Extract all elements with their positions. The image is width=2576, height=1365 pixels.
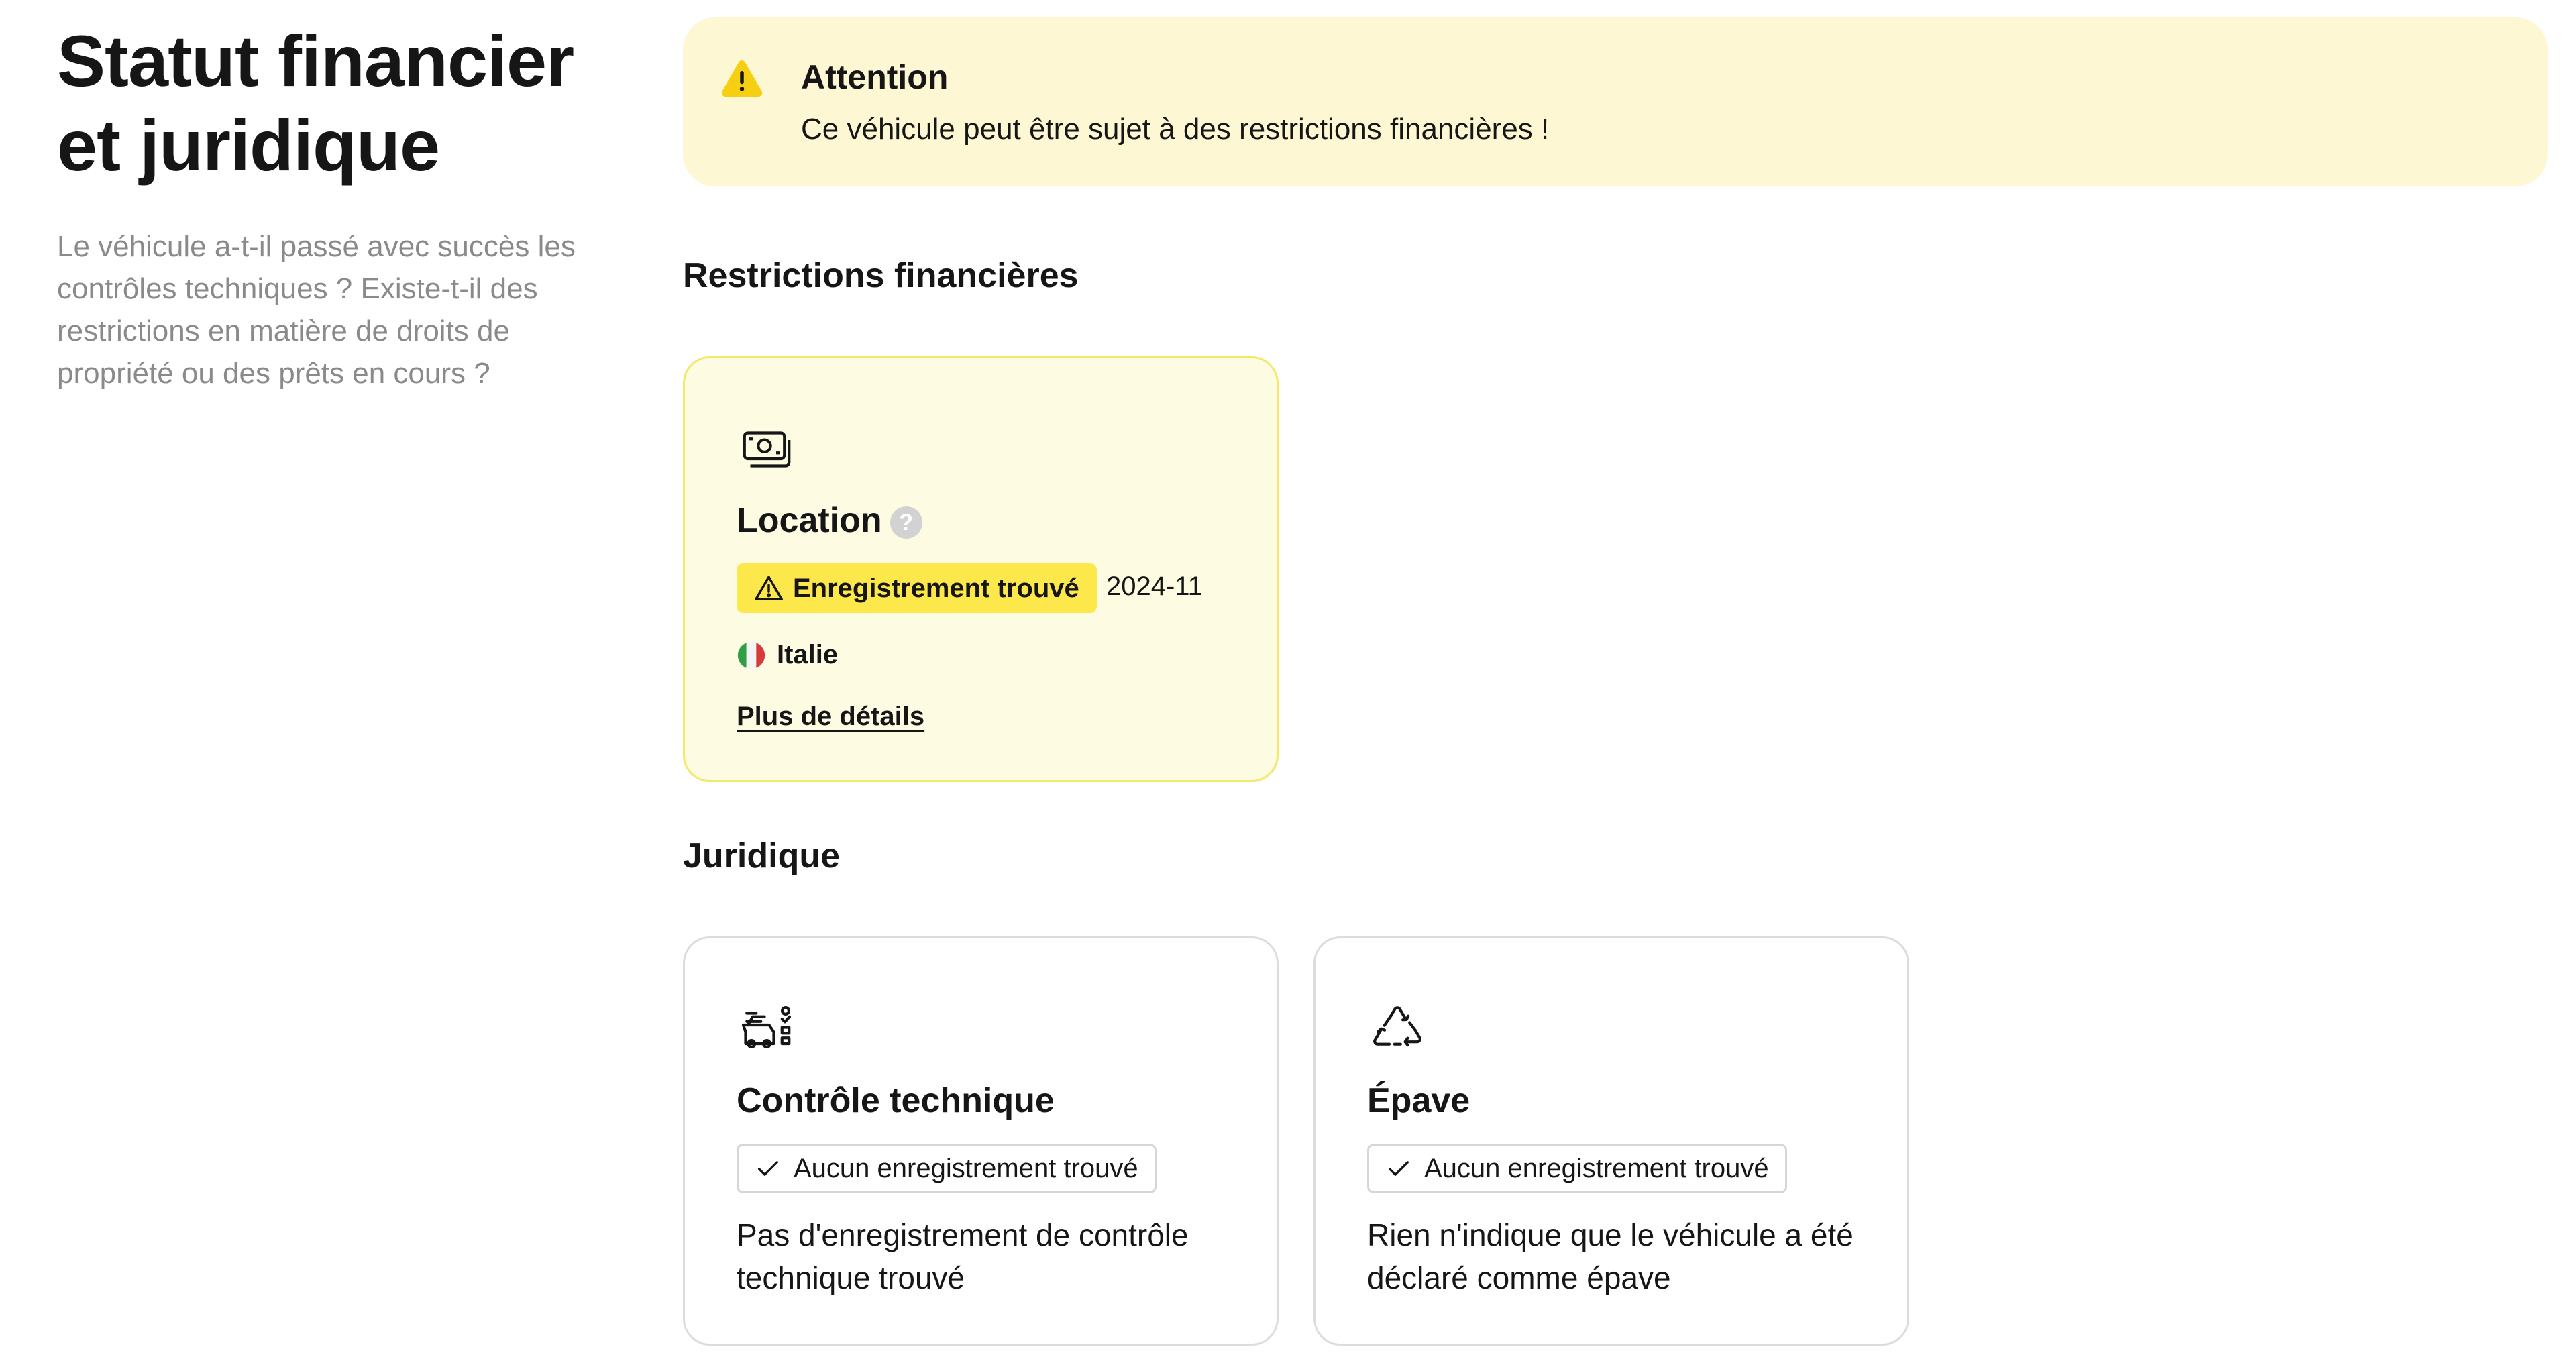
check-icon	[755, 1155, 782, 1182]
no-record-label: Aucun enregistrement trouvé	[1424, 1153, 1769, 1183]
record-date: 2024-11	[1106, 571, 1203, 601]
check-icon	[1385, 1155, 1412, 1182]
sidebar	[57, 19, 594, 394]
location-title-text: Location	[737, 501, 882, 540]
recycle-icon	[1369, 1001, 1426, 1058]
technical-inspection-description: Pas d'enregistrement de contrôle technique trouvé	[737, 1217, 1189, 1295]
no-record-badge	[737, 1144, 1157, 1193]
help-icon[interactable]: ?	[890, 506, 922, 539]
page-title-line1: Statut financier	[57, 20, 574, 101]
warning-outline-icon	[753, 573, 785, 604]
no-record-badge	[1367, 1144, 1787, 1193]
location-card	[683, 356, 1279, 782]
italy-flag-icon	[737, 641, 766, 670]
financial-section-title: Restrictions financières	[683, 256, 1079, 295]
page-title-line2: et juridique	[57, 105, 440, 186]
main-content	[683, 17, 2548, 1295]
legal-section-title: Juridique	[683, 836, 841, 875]
more-details-link[interactable]: Plus de détails	[737, 702, 925, 731]
warning-triangle-icon	[720, 56, 764, 101]
record-found-badge	[737, 563, 1097, 613]
technical-inspection-card	[683, 936, 1279, 1346]
technical-inspection-title: Contrôle technique	[737, 1081, 1055, 1120]
country-name: Italie	[777, 640, 839, 669]
alert-title: Attention	[801, 58, 949, 96]
wreck-title: Épave	[1367, 1081, 1470, 1120]
location-title	[737, 500, 922, 541]
page-description: Le véhicule a-t-il passé avec succès les contrôles techniques ? Existe-t-il des restrictions en matière de droits de propriété ou des prêts en cours ?	[57, 230, 576, 390]
attention-alert	[683, 17, 2548, 186]
record-found-label: Enregistrement trouvé	[793, 573, 1079, 603]
money-bills-icon	[739, 421, 795, 478]
wreck-card	[1313, 936, 1909, 1346]
car-inspection-icon	[739, 1001, 795, 1058]
no-record-label: Aucun enregistrement trouvé	[794, 1153, 1138, 1183]
country	[737, 640, 838, 670]
wreck-description: Rien n'indique que le véhicule a été déclaré comme épave	[1367, 1217, 1854, 1295]
page-title	[57, 19, 594, 188]
alert-message: Ce véhicule peut être sujet à des restrictions financières !	[801, 113, 1550, 146]
